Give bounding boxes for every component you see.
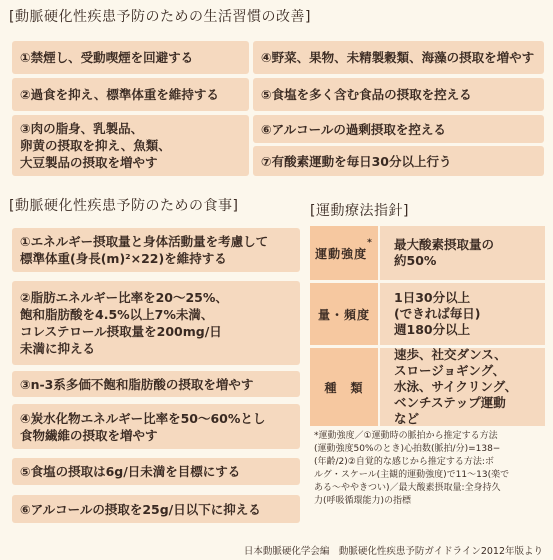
diet-item-4 (12, 404, 300, 449)
lifestyle-item-3 (12, 115, 249, 176)
exercise-value-type: 速歩、社交ダンス、 スロージョギング、 水泳、サイクリング、 ベンチステップ運動 など (380, 348, 545, 426)
lifestyle-item-5-text: ⑤食塩を多く含む食品の摂取を控える (261, 87, 472, 102)
lifestyle-item-4 (253, 41, 544, 74)
diet-item-4-text: ④炭水化物エネルギー比率を50〜60%とし 食物繊維の摂取を増やす (20, 410, 266, 443)
diet-item-3 (12, 371, 300, 397)
diet-item-6 (12, 495, 300, 523)
diet-item-1 (12, 228, 300, 272)
diet-title: [動脈硬化性疾患予防のための食事] (9, 198, 239, 214)
lifestyle-item-5 (253, 78, 544, 111)
exercise-label-frequency-text: 量・頻度 (317, 307, 370, 322)
lifestyle-item-6-text: ⑥アルコールの過剰摂取を控える (261, 121, 446, 137)
diet-item-3-text: ③n-3系多価不飽和脂肪酸の摂取を増やす (20, 376, 254, 392)
diet-item-5 (12, 458, 300, 485)
lifestyle-title: [動脈硬化性疾患予防のための生活習慣の改善] (9, 9, 311, 25)
diet-item-6-text: ⑥アルコールの摂取を25g/日以下に抑える (20, 501, 261, 517)
diet-item-1-text: ①エネルギー摂取量と身体活動量を考慮して 標準体重(身長(m)²×22)を維持する (20, 234, 269, 266)
lifestyle-item-7 (253, 146, 544, 176)
exercise-value-intensity: 最大酸素摂取量の 約50% (380, 226, 545, 280)
lifestyle-item-1 (12, 41, 249, 74)
lifestyle-item-6 (253, 115, 544, 143)
lifestyle-item-4-text: ④野菜、果物、未精製穀類、海藻の摂取を増やす (261, 50, 535, 65)
exercise-label-intensity-text: 運動強度 (315, 246, 368, 261)
source-credit: 日本動脈硬化学会編 動脈硬化性疾患予防ガイドライン2012年版より (243, 546, 543, 557)
lifestyle-item-2-text: ②過食を抑え、標準体重を維持する (20, 87, 219, 102)
exercise-label-type (310, 348, 378, 426)
diet-item-5-text: ⑤食塩の摂取は6g/日未満を目標にする (20, 464, 241, 479)
lifestyle-item-2 (12, 78, 249, 111)
exercise-label-frequency (310, 283, 378, 345)
exercise-label-type-text: 種 類 (324, 380, 364, 395)
exercise-label-intensity (310, 226, 378, 280)
diet-item-2-text: ②脂肪エネルギー比率を20〜25%、 飽和脂肪酸を4.5%以上7%未満、 コレステロール摂取量を200mg/日 未満に抑える (20, 290, 228, 356)
lifestyle-item-7-text: ⑦有酸素運動を毎日30分以上行う (261, 153, 452, 169)
exercise-intensity-mark: * (367, 238, 373, 248)
diet-item-2 (12, 281, 300, 365)
exercise-title: [運動療法指針] (310, 203, 409, 219)
exercise-value-frequency: 1日30分以上 (できれば毎日) 週180分以上 (380, 283, 545, 345)
lifestyle-item-1-text: ①禁煙し、受動喫煙を回避する (20, 50, 194, 65)
lifestyle-item-3-text: ③肉の脂身、乳製品、 卵黄の摂取を抑え、魚類、 大豆製品の摂取を増やす (20, 121, 171, 170)
exercise-footnote: *運動強度／①運動時の脈拍から推定する方法 (運動強度50%のとき)心拍数(脈拍/分)=138− (年齢/2)②自覚的な感じから推定する方法:ボ ルグ・スケール(主観的運動強度)で11〜13(楽で ある〜ややきつい)／最大酸素摂取量:全身持久 力(呼吸循環能力)の指標 (314, 431, 510, 506)
